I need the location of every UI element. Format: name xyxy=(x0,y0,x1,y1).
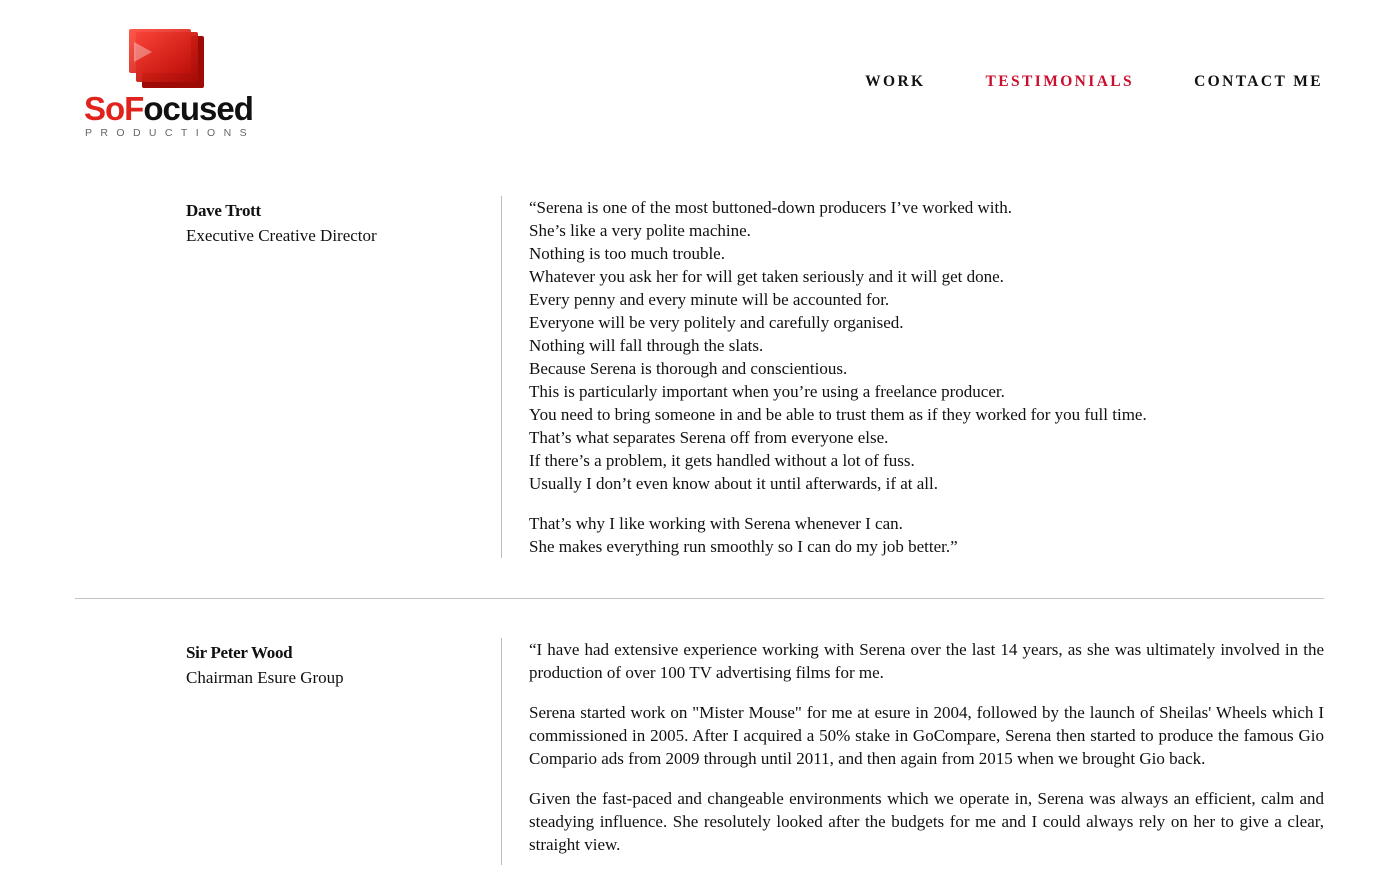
quote-line: Nothing is too much trouble. xyxy=(529,244,725,263)
author-name: Dave Trott xyxy=(186,201,261,220)
nav-contact-me[interactable]: CONTACT ME xyxy=(1194,73,1323,90)
quote-paragraph: “I have had extensive experience working with Serena over the last 14 years, as she was ultimately involved in the production of over 100 TV advertising films for me. xyxy=(529,640,1324,682)
testimonial-quote xyxy=(529,196,1324,575)
logo-tagline: PRODUCTIONS xyxy=(85,127,255,139)
author-role: Chairman Esure Group xyxy=(186,668,344,687)
quote-paragraph: Serena started work on "Mister Mouse" for me at esure in 2004, followed by the launch of Sheilas' Wheels which I commissioned in 2005. After I acquired a 50% stake in GoCompare, Serena then started to produce the famous Gio Compario ads from 2009 through until 2011, and then again from 2015 when we brought Gio back. xyxy=(529,703,1324,768)
logo-f: F xyxy=(124,90,144,127)
logo-so: So xyxy=(84,90,125,127)
nav-work[interactable]: WORK xyxy=(865,73,926,90)
testimonial-quote xyxy=(529,638,1324,873)
quote-line: Usually I don’t even know about it until afterwards, if at all. xyxy=(529,474,939,493)
sofocused-logo[interactable] xyxy=(84,28,254,140)
quote-paragraph: Given the fast-paced and changeable environments which we operate in, Serena was always an efficient, calm and steadying influence. She resolutely looked after the budgets for me and I could always rely on her to give a clear, straight view. xyxy=(529,789,1324,854)
quote-line: Everyone will be very politely and carefully organised. xyxy=(529,313,904,332)
logo-ocused: ocused xyxy=(143,90,253,127)
quote-line: That’s why I like working with Serena whenever I can. xyxy=(529,514,903,533)
quote-line: This is particularly important when you’re using a freelance producer. xyxy=(529,382,1005,401)
quote-line: If there’s a problem, it gets handled without a lot of fuss. xyxy=(529,451,915,470)
testimonial-author xyxy=(186,199,486,249)
quote-line: She makes everything run smoothly so I can do my job better.” xyxy=(529,537,958,556)
author-name: Sir Peter Wood xyxy=(186,643,293,662)
stacked-red-film-frames-icon xyxy=(128,28,208,90)
vertical-divider xyxy=(501,196,502,558)
quote-line: “Serena is one of the most buttoned-down producers I’ve worked with. xyxy=(529,198,1012,217)
section-divider xyxy=(75,598,1324,599)
vertical-divider xyxy=(501,638,502,865)
quote-line: Nothing will fall through the slats. xyxy=(529,336,764,355)
quote-paragraph xyxy=(529,196,1324,495)
quote-line: Whatever you ask her for will get taken seriously and it will get done. xyxy=(529,267,1004,286)
quote-paragraph xyxy=(529,512,1324,558)
testimonial-author xyxy=(186,641,486,691)
quote-line: Every penny and every minute will be accounted for. xyxy=(529,290,890,309)
nav-testimonials[interactable]: TESTIMONIALS xyxy=(985,73,1135,90)
quote-line: Because Serena is thorough and conscientious. xyxy=(529,359,848,378)
quote-line: That’s what separates Serena off from everyone else. xyxy=(529,428,889,447)
logo-wordmark xyxy=(84,91,253,127)
site-header xyxy=(0,0,1400,160)
main-nav xyxy=(865,73,1323,91)
author-role: Executive Creative Director xyxy=(186,226,377,245)
quote-line: She’s like a very polite machine. xyxy=(529,221,751,240)
quote-line: You need to bring someone in and be able to trust them as if they worked for you full time. xyxy=(529,405,1147,424)
